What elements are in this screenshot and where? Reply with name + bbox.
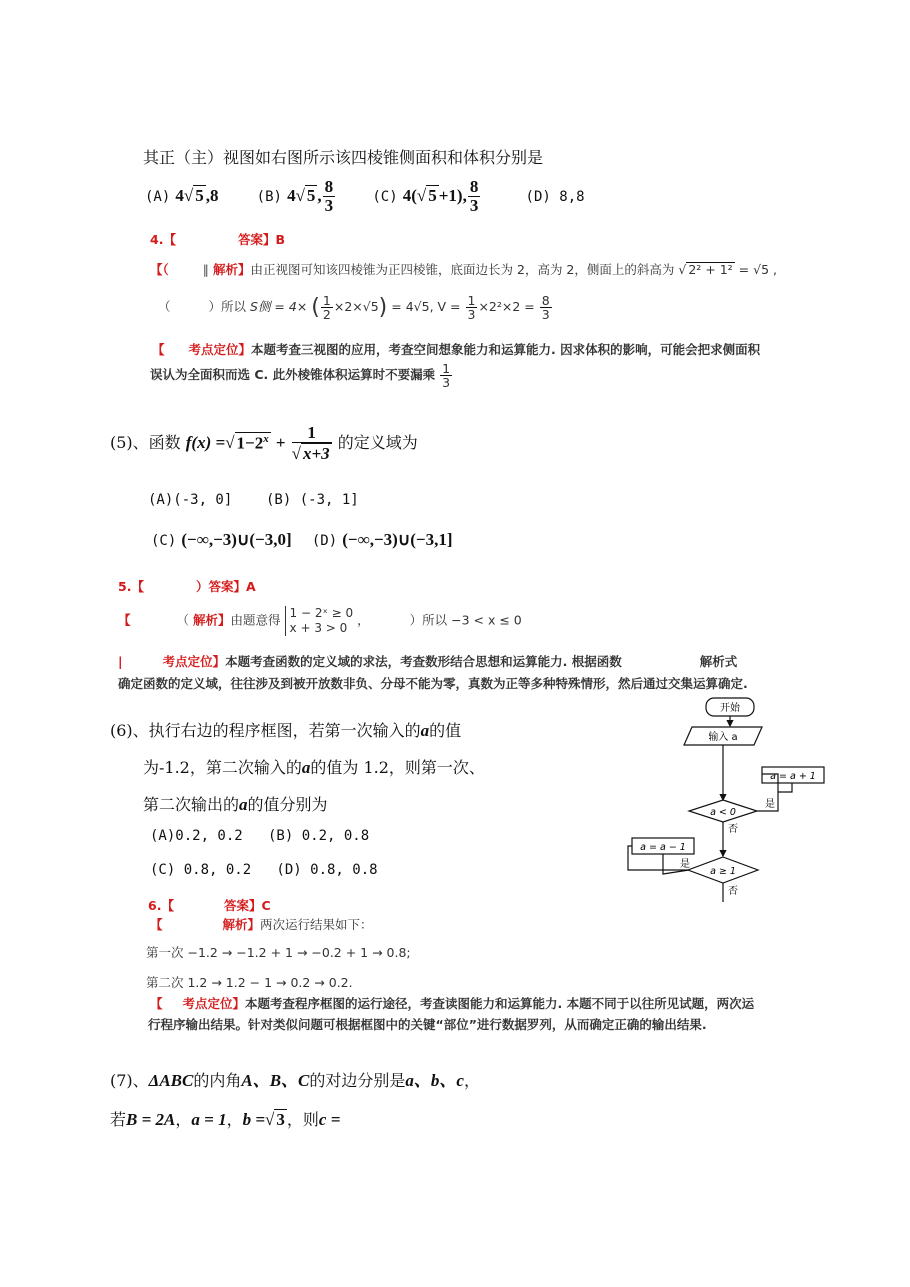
flowchart-start xyxy=(706,698,754,716)
svg-text:开始: 开始 xyxy=(720,703,740,714)
q5-analysis: 【 （ 解析】由题意得 1 − 2ˣ ≥ 0 x + 3 > 0 ， ）所以 −3 < x ≤ 0 xyxy=(118,606,522,635)
svg-text:a ≥ 1: a ≥ 1 xyxy=(710,866,736,877)
q4-analysis-2: （ ）所以 S侧 = 4× ( $\frac{1}{2}$ ×2×√5) = 4√5, V = $\frac{1}{3}$ ×2²×2 = $\frac{8}{3}$ xyxy=(158,293,550,323)
svg-text:a = a + 1: a = a + 1 xyxy=(770,771,816,782)
q6-stem-line3: 第二次输出的a的值分别为 xyxy=(143,795,328,814)
flowchart xyxy=(620,696,816,904)
q7-line1: (7)、ΔABC的内角A、B、C的对边分别是a、b、c， xyxy=(110,1071,480,1090)
q5-key-point-2: 确定函数的定义域，往往涉及到被开放数非负、分母不能为零，真数为正等多种特殊情形，然后通过交集运算确定. xyxy=(118,676,748,691)
flowchart-box-sub xyxy=(632,838,694,854)
q5-options-ab: (A)(-3, 0] (B) (-3, 1] xyxy=(148,492,359,508)
svg-text:a = a − 1: a = a − 1 xyxy=(640,842,686,853)
flowchart-cond-1 xyxy=(689,800,757,822)
q4-opt-d: (D) 8,8 xyxy=(525,188,585,205)
q4-analysis: 【（ ∥ 解析】由正视图可知该四棱锥为正四棱锥，底面边长为 2，高为 2，侧面上的斜高为 √ 2² + 1² = √5 , xyxy=(150,262,777,277)
svg-text:a < 0: a < 0 xyxy=(710,807,736,818)
flowchart-box-add xyxy=(762,767,824,783)
q6-run-1: 第一次 −1.2 → −1.2 + 1 → −0.2 + 1 → 0.8; xyxy=(146,945,411,960)
q5-stem: (5)、函数 f(x) =√ $1-2^x$ + $\frac{1}{√ x+3}$ 的定义域为 xyxy=(110,423,418,463)
q4-key-point-2: 误认为全面积而选 C. 此外棱锥体积运算时不要漏乘 $\frac{1}{3}$ xyxy=(150,361,451,391)
q6-answer: 6.【 答案】C xyxy=(148,898,271,913)
q5-key-point: | 考点定位】本题考查函数的定义域的求法，考查数形结合思想和运算能力. 根据函数 解析式 xyxy=(118,654,738,669)
svg-text:输入 a: 输入 a xyxy=(708,732,738,743)
q6-run-2: 第二次 1.2 → 1.2 − 1 → 0.2 → 0.2. xyxy=(146,975,353,990)
flowchart-yes-1: 是 xyxy=(765,799,775,810)
q4-opt-c-label: (C) xyxy=(372,188,398,205)
q4-opt-b-label: (B) xyxy=(256,188,282,205)
flowchart-input xyxy=(684,727,762,745)
q6-stem-line2: 为-1.2，第二次输入的a的值为 1.2，则第一次、 xyxy=(143,758,485,777)
q6-key-point: 【 考点定位】本题考查程序框图的运行途径，考查读图能力和运算能力. 本题不同于以往所见试题，两次运 xyxy=(150,996,755,1011)
q6-analysis: 【 解析】两次运行结果如下： xyxy=(150,917,373,932)
flowchart-yes-2: 是 xyxy=(680,859,690,870)
q6-options-ab: (A)0.2, 0.2 (B) 0.2, 0.8 xyxy=(150,828,370,844)
q4-key-point: 【 考点定位】本题考查三视图的应用，考查空间想象能力和运算能力. 因求体积的影响，可能会把求侧面积 xyxy=(152,342,761,357)
flowchart-no-2: 否 xyxy=(728,886,738,897)
q6-stem-line1: (6)、执行右边的程序框图，若第一次输入的a的值 xyxy=(110,721,462,740)
q6-options-cd: (C) 0.8, 0.2 (D) 0.8, 0.8 xyxy=(150,862,378,878)
q4-stem: 其正（主）视图如右图所示该四棱锥侧面积和体积分别是 xyxy=(143,148,544,167)
q6-key-point-2: 行程序输出结果。针对类似问题可根据框图中的关键“部位”进行数据罗列，从而确定正确的输出结果. xyxy=(148,1017,707,1032)
q4-options: (A) 4√ 5 ,8 (B) 4√ 5 , $\frac{8}{3}$ (C) 4(√ 5 +1), $\frac{8}{3}$ (D) 8,8 xyxy=(145,177,585,215)
flowchart-no-1: 否 xyxy=(728,824,738,835)
q4-opt-a-label: (A) xyxy=(145,188,171,205)
q4-answer: 4.【 答案】B xyxy=(150,232,285,247)
q5-answer: 5.【 ）答案】A xyxy=(118,579,256,594)
q5-options-cd: (C) (−∞,−3)∪(−3,0] (D) (−∞,−3)∪(−3,1] xyxy=(151,530,453,549)
q7-line2: 若B = 2A，a = 1，b =√ 3 ，则c = xyxy=(110,1110,341,1129)
flowchart-cond-2 xyxy=(688,857,758,883)
